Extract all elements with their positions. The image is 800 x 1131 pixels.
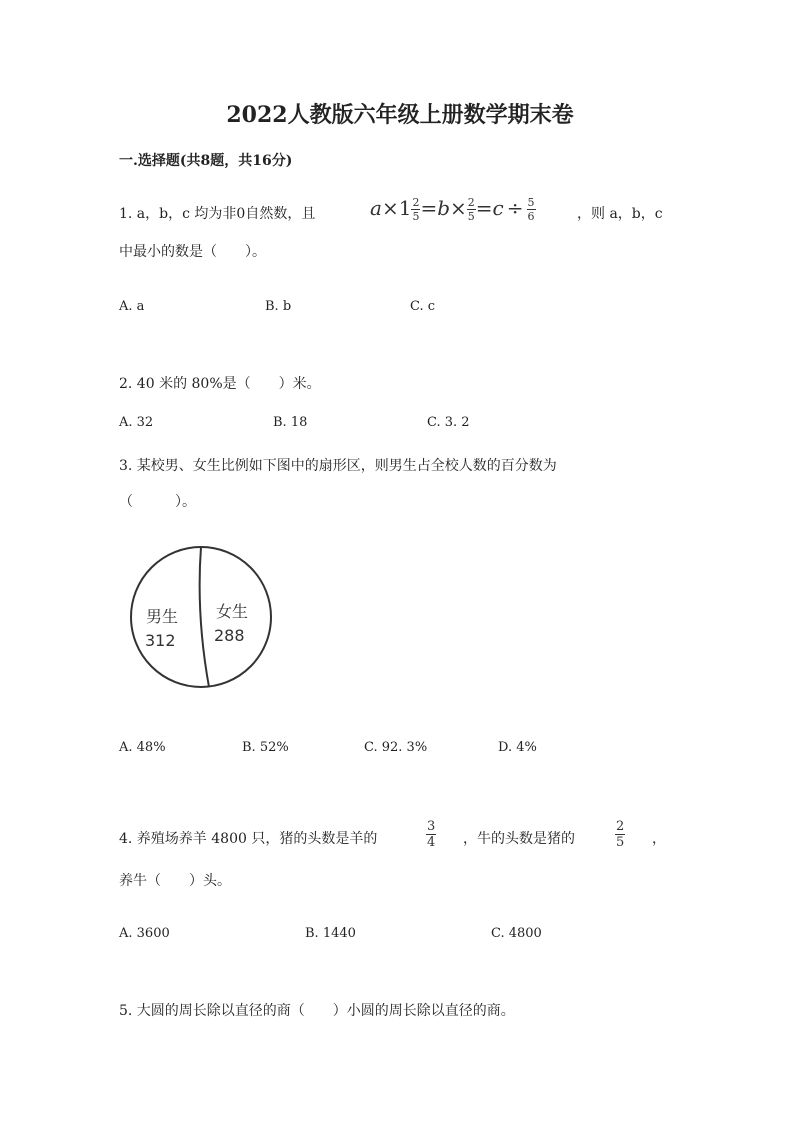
q1-formula — [370, 196, 536, 222]
q1-fraction-1: $\frac{2}{5}$ — [412, 196, 420, 223]
q1-option-c: C. c — [410, 299, 436, 314]
q4-text-3: ， — [652, 831, 666, 847]
q1-var-b: b — [437, 196, 451, 220]
pie-figure — [126, 545, 276, 695]
q2-option-b: B. 18 — [273, 415, 308, 430]
q1-option-b: B. b — [265, 299, 292, 314]
q3-text: 3. 某校男、女生比例如下图中的扇形区，则男生占全校人数的百分数为 — [119, 458, 557, 474]
q1-eq-1: = — [420, 196, 438, 220]
q4-option-a: A. 3600 — [119, 926, 170, 941]
q1-fraction-3: $\frac{5}{6}$ — [527, 196, 535, 223]
q4-option-b: B. 1440 — [305, 926, 356, 941]
q1-times-2: × — [450, 196, 467, 220]
pie-divider — [200, 547, 209, 687]
q1-times: × — [381, 196, 399, 220]
q3-option-a: A. 48% — [119, 740, 166, 755]
q1-text-after: ，则 a，b，c — [577, 206, 663, 222]
page-title: 2022人教版六年级上册数学期末卷 — [226, 102, 574, 128]
q4-line2: 养牛（ ）头。 — [119, 873, 231, 889]
q4-fraction-2: $\frac{2}{5}$ — [616, 819, 625, 850]
q1-var-a: a — [370, 196, 382, 220]
q3-option-c: C. 92. 3% — [364, 740, 428, 755]
q1-div: ÷ — [506, 196, 524, 220]
pie-female-value: 288 — [214, 626, 245, 645]
q1-eq-2: = — [475, 196, 493, 220]
section-heading: 一.选择题(共8题，共16分) — [119, 153, 293, 169]
q4-fraction-1: $\frac{3}{4}$ — [427, 819, 436, 850]
q1-fraction-2: $\frac{2}{5}$ — [467, 196, 475, 223]
pie-male-label: 男生 — [146, 607, 179, 626]
q1-line2: 中最小的数是（ ）。 — [119, 244, 266, 260]
pie-female-label: 女生 — [216, 602, 249, 621]
q5-text: 5. 大圆的周长除以直径的商（ ）小圆的周长除以直径的商。 — [119, 1003, 515, 1019]
q4-text-2: ，牛的头数是猪的 — [463, 831, 575, 847]
pie-male-value: 312 — [145, 631, 176, 650]
q1-option-a: A. a — [119, 299, 145, 314]
q3-line2: （ ）。 — [119, 494, 196, 510]
q2-option-a: A. 32 — [119, 415, 154, 430]
q2-option-c: C. 3. 2 — [427, 415, 470, 430]
q4-text-1: 4. 养殖场养羊 4800 只，猪的头数是羊的 — [119, 831, 378, 847]
q3-option-b: B. 52% — [242, 740, 289, 755]
q1-whole: 1 — [398, 196, 412, 220]
q3-option-d: D. 4% — [498, 740, 537, 755]
q1-var-c: c — [492, 196, 504, 220]
q4-option-c: C. 4800 — [491, 926, 542, 941]
q2-text: 2. 40 米的 80%是（ ）米。 — [119, 376, 321, 392]
q1-text: 1. a，b，c 均为非0自然数，且 — [119, 206, 316, 222]
